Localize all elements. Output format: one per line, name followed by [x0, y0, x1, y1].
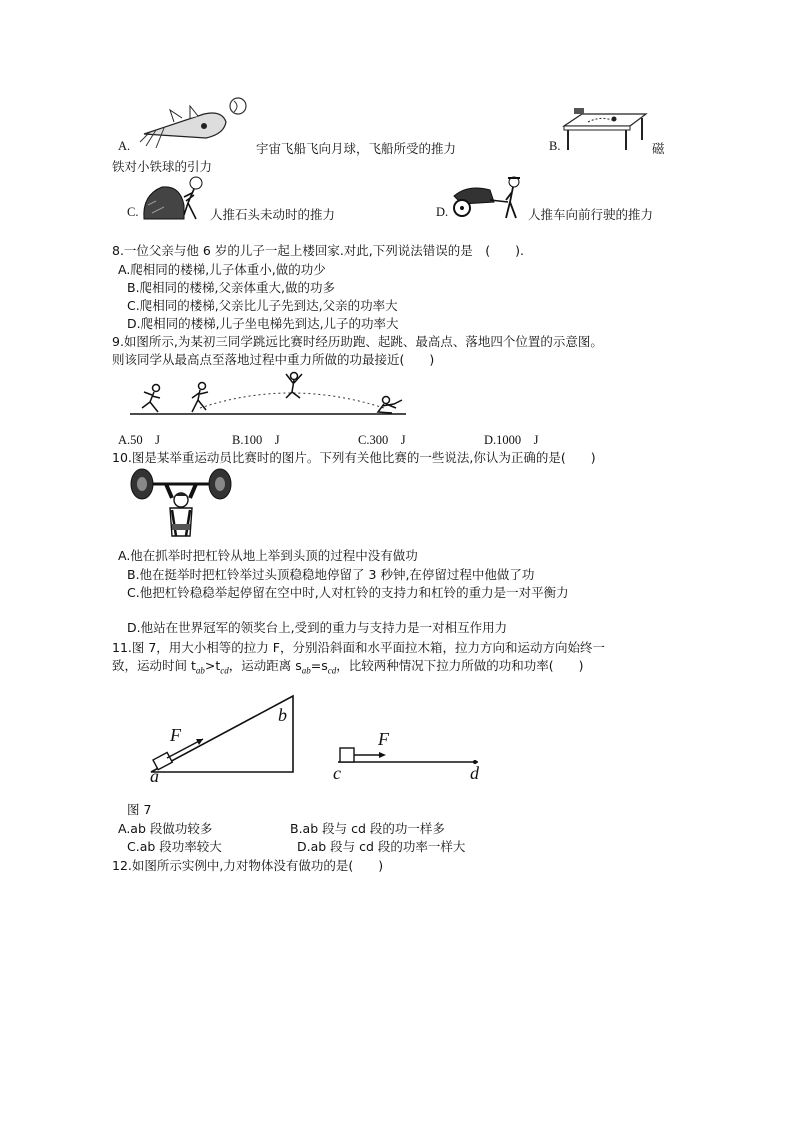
- q9-option-c: C.300 J: [358, 433, 406, 447]
- q10-option-b: B.他在挺举时把杠铃举过头顶稳稳地停留了 3 秒钟,在停留过程中他做了功: [127, 567, 535, 582]
- q9-stem-line2: 则该同学从最高点至落地过程中重力所做的功最接近( ): [112, 352, 435, 367]
- q7-option-c-text: 人推石头未动时的推力: [210, 207, 336, 222]
- q11-gt: >t: [204, 658, 221, 673]
- q11-sub-cd-2: cd: [327, 665, 337, 676]
- rocket-picture: [134, 92, 254, 152]
- q8-option-b: B.爬相同的楼梯,父亲体重大,做的功多: [127, 280, 335, 295]
- q7-option-a-label: A.: [118, 139, 131, 153]
- q11-sub-ab-1: ab: [195, 665, 205, 676]
- q8-option-c: C.爬相同的楼梯,父亲比儿子先到达,父亲的功率大: [127, 298, 398, 313]
- q10-stem: 10.图是某举重运动员比赛时的图片。下列有关他比赛的一些说法,你认为正确的是( ): [112, 450, 596, 465]
- q11-stem-line2-a: 致，运动时间 t: [112, 658, 196, 673]
- magnet-table-picture: [560, 106, 650, 156]
- horizontal-label-F: F: [378, 729, 389, 749]
- q9-stem-line1: 9.如图所示,为某初三同学跳远比赛时经历助跑、起跳、最高点、落地四个位置的示意图。: [112, 334, 603, 349]
- q10-option-d: D.他站在世界冠军的领奖台上,受到的重力与支持力是一对相互作用力: [127, 620, 508, 635]
- q7-option-a-text: 宇宙飞船飞向月球，飞船所受的推力: [256, 141, 457, 156]
- q12-stem: 12.如图所示实例中,力对物体没有做功的是( ): [112, 858, 384, 873]
- q11-eq: =s: [310, 658, 328, 673]
- q11-stem-line2-b: ，运动距离 s: [228, 658, 302, 673]
- q11-stem-line2-c: ，比较两种情况下拉力所做的功和功率( ): [336, 658, 584, 673]
- q8-stem: 8.一位父亲与他 6 岁的儿子一起上楼回家.对此,下列说法错误的是 ( ).: [112, 243, 525, 258]
- incline-label-F: F: [170, 725, 181, 745]
- incline-label-a: a: [150, 766, 159, 786]
- incline-label-b: b: [278, 705, 287, 725]
- q11-option-b: B.ab 段与 cd 段的功一样多: [290, 821, 445, 836]
- q11-stem-line1: 11.图 7，用大小相等的拉力 F，分别沿斜面和水平面拉木箱，拉力方向和运动方向始终一: [112, 640, 605, 655]
- horizontal-label-d: d: [470, 763, 479, 783]
- q7-option-b-text-cont: 铁对小铁球的引力: [112, 159, 213, 174]
- q11-option-c: C.ab 段功率较大: [127, 839, 222, 854]
- figure-7-caption: 图 7: [127, 802, 152, 817]
- q7-option-b-text-end: 磁: [652, 141, 665, 156]
- q11-option-d: D.ab 段与 cd 段的功率一样大: [297, 839, 466, 854]
- push-cart-picture: [448, 174, 528, 220]
- q9-option-a: A.50 J: [118, 433, 161, 447]
- q7-option-d-label: D.: [436, 205, 449, 219]
- q8-option-d: D.爬相同的楼梯,儿子坐电梯先到达,儿子的功率大: [127, 316, 399, 331]
- q11-option-a: A.ab 段做功较多: [118, 821, 213, 836]
- q7-option-b-label: B.: [549, 139, 561, 153]
- q11-sub-ab-2: ab: [301, 665, 311, 676]
- push-rock-picture: [140, 175, 210, 221]
- q8-option-a: A.爬相同的楼梯,儿子体重小,做的功少: [118, 262, 326, 277]
- q7-option-d-text: 人推车向前行驶的推力: [528, 207, 654, 222]
- q11-sub-cd-1: cd: [220, 665, 229, 676]
- q10-option-a: A.他在抓举时把杠铃从地上举到头顶的过程中没有做功: [118, 548, 418, 563]
- q10-option-c: C.他把杠铃稳稳举起停留在空中时,人对杠铃的支持力和杠铃的重力是一对平衡力: [127, 585, 569, 600]
- q9-option-d: D.1000 J: [484, 433, 539, 447]
- horizontal-label-c: c: [333, 763, 341, 783]
- q7-option-c-label: C.: [127, 205, 139, 219]
- q9-option-b: B.100 J: [232, 433, 280, 447]
- q11-stem-line2: [112, 656, 584, 676]
- weightlifter-picture: [126, 466, 236, 546]
- long-jump-diagram: [130, 368, 420, 422]
